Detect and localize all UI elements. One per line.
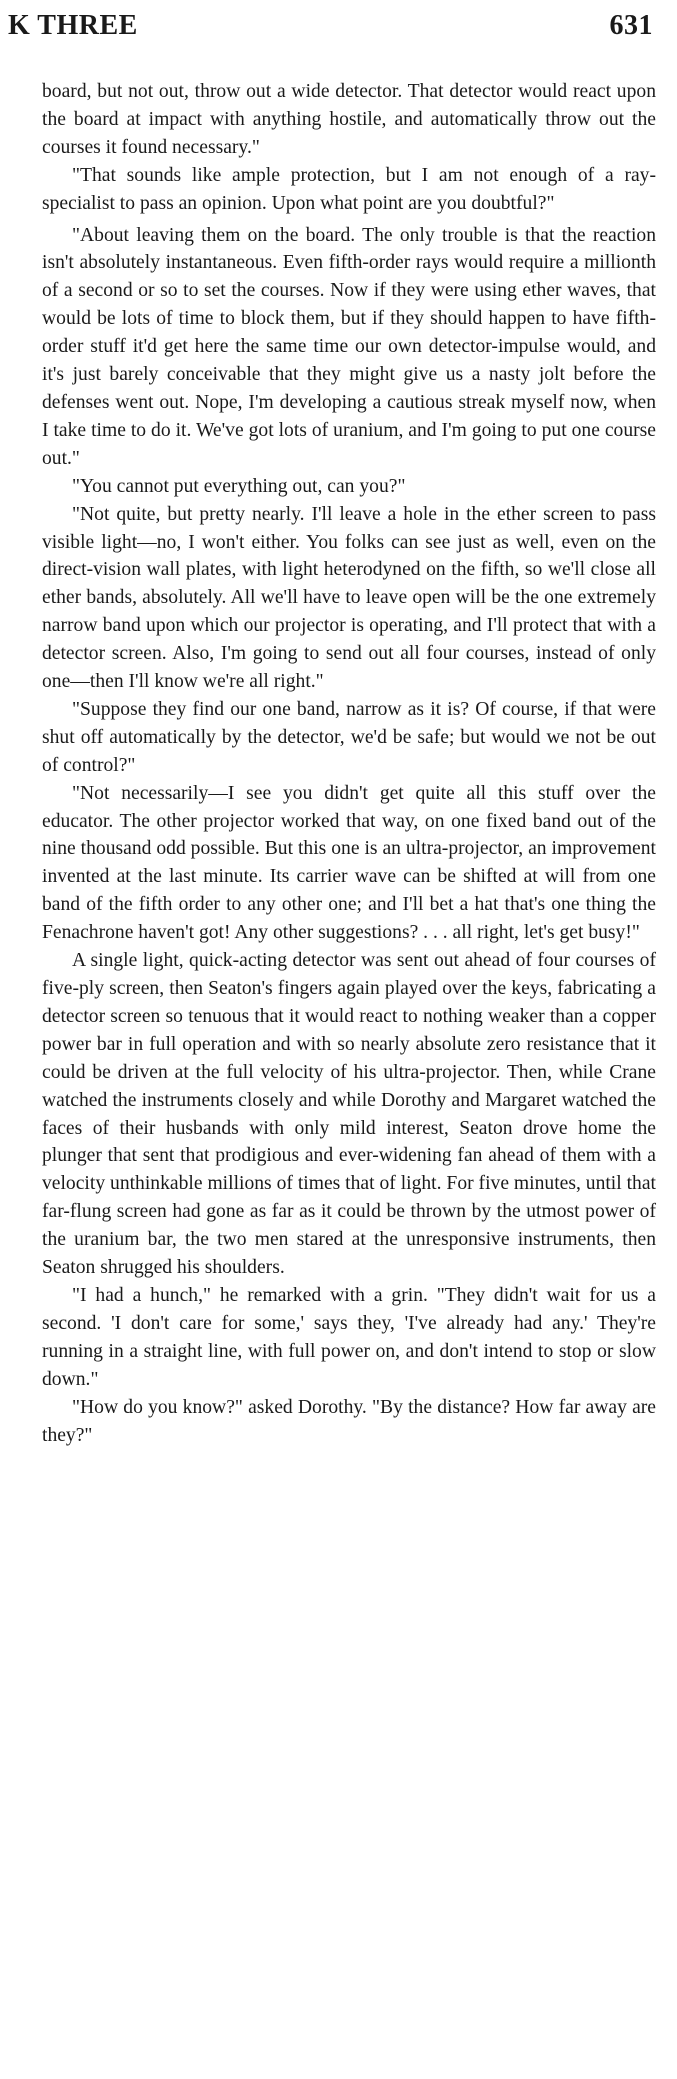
paragraph-5: "Not quite, but pretty nearly. I'll leave a hole in the ether screen to pass visible light—no, I won't either. You folks can see just as well, even on the direct-vision wall plates, with light heterodyned on the fifth, so we'll close all ether bands, absolutely. All we'll have to leave open will be the one extremely narrow band upon which our projector is operating, and I'll protect that with a detector screen. Also, I'm going to send out all four courses, instead of only one—then I'll know we're all right." bbox=[42, 503, 656, 693]
paragraph-1: board, but not out, throw out a wide detector. That detector would react upon the board at impact with anything hostile, and automatically throw out the courses it found necessary." bbox=[42, 81, 656, 158]
paragraph-10: "How do you know?" asked Dorothy. "By the distance? How far away are they?" bbox=[42, 1396, 656, 1446]
body-text bbox=[42, 78, 656, 1449]
paragraph-2: "That sounds like ample protection, but I am not enough of a ray-specialist to pass an opinion. Upon what point are you doubtful?" bbox=[42, 164, 656, 214]
paragraph-4: "You cannot put everything out, can you?" bbox=[72, 475, 406, 497]
paragraph-3: "About leaving them on the board. The only trouble is that the reaction isn't absolutely instantaneous. Even fifth-order rays would require a millionth of a second or so to set the courses. Now if they were using ether waves, that would be lots of time to block them, but if they should happen to have fifth-order stuff it'd get here the same time our own detector-impulse would, and it's just barely conceivable that they might give us a nasty jolt before the defenses went out. Nope, I'm developing a cautious streak myself now, when I take time to do it. We've got lots of uranium, and I'm going to put one course out." bbox=[42, 224, 656, 469]
paragraph-8: A single light, quick-acting detector was sent out ahead of four courses of five-ply screen, then Seaton's fingers again played over the keys, fabricating a detector screen so tenuous that it would react to nothing weaker than a copper power bar in full operation and with so nearly absolute zero resistance that it could be driven at the full velocity of his ultra-projector. Then, while Crane watched the instruments closely and while Dorothy and Margaret watched the faces of their husbands with only mild interest, Seaton drove home the plunger that sent that prodigious and ever-widening fan ahead of them with a velocity unthinkable millions of times that of light. For five minutes, until that far-flung screen had gone as far as it could be thrown by the utmost power of the uranium bar, the two men stared at the unresponsive instruments, then Seaton shrugged his shoulders. bbox=[42, 950, 656, 1279]
running-head: K THREE bbox=[8, 10, 138, 41]
page-header bbox=[8, 10, 653, 50]
paragraph-9: "I had a hunch," he remarked with a grin. "They didn't wait for us a second. 'I don't care for some,' says they, 'I've already had any.' They're running in a straight line, with full power on, and don't intend to stop or slow down." bbox=[42, 1284, 656, 1390]
paragraph-7: "Not necessarily—I see you didn't get quite all this stuff over the educator. The other projector worked that way, on one fixed band out of the nine thousand odd possible. But this one is an ultra-projector, an improvement invented at the last minute. Its carrier wave can be shifted at will from one band of the fifth order to any other one; and I'll bet a hat that's one thing the Fenachrone haven't got! Any other suggestions? . . . all right, let's get busy!" bbox=[42, 782, 656, 944]
paragraph-6: "Suppose they find our one band, narrow as it is? Of course, if that were shut off automatically by the detector, we'd be safe; but would we not be out of control?" bbox=[42, 698, 656, 776]
page-number: 631 bbox=[609, 10, 653, 41]
